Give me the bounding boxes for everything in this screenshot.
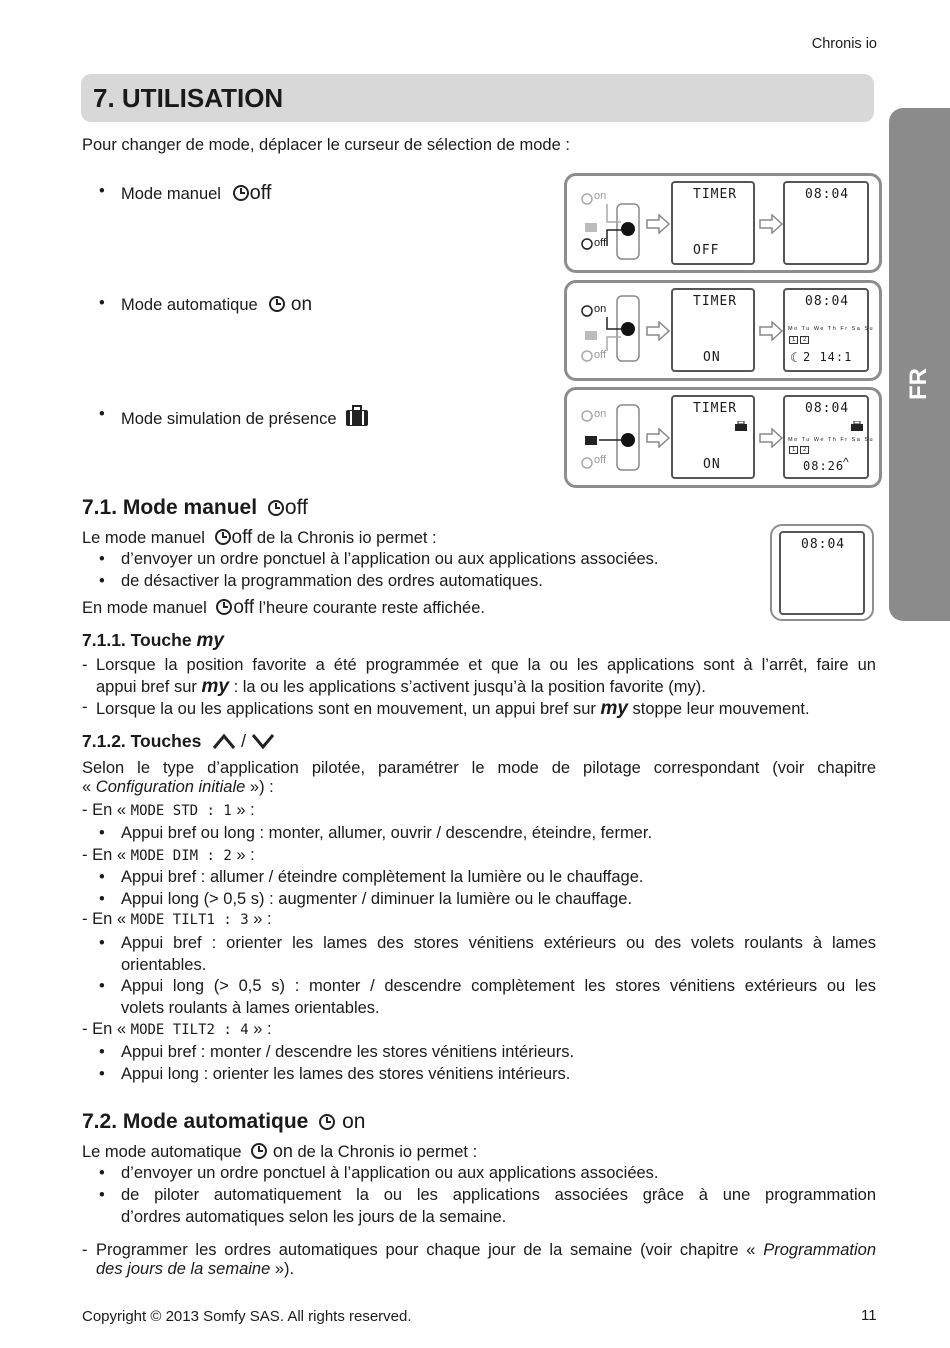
separator: / [241,731,246,751]
lcd-next-event: 2 14:1 [803,350,853,364]
mode-tilt1-item-line: volets roulants à lames orientables. [121,999,380,1017]
lcd-on-text: ON [703,457,721,472]
mode-switch-diagram [577,291,647,371]
mode-tilt2-heading: - En « MODE TILT2 : 4 » : [82,1020,272,1038]
day-label: Fr [840,437,849,443]
header-product: Chronis io [811,36,877,52]
clock-icon [268,295,286,313]
text: En « [92,846,127,864]
text: Le mode manuel [82,529,205,547]
language-tab [889,108,950,621]
heading-7-1-1-text: 7.1.1. Touche [82,630,192,650]
suitcase-icon [851,421,863,431]
s72-dash-line-2 [96,1260,294,1279]
s72-line1 [82,1141,477,1162]
arrow-right-icon [758,321,784,341]
mode-switch-diagram [577,184,647,264]
arrow-right-icon [758,428,784,448]
day-label: Sa [851,437,862,443]
text: » : [236,846,255,864]
day-label: Th [827,326,838,332]
switch-on-label: on [594,303,607,315]
heading-7-1-1 [82,630,224,652]
bullet: • [99,550,105,568]
switch-on-label: on [594,190,607,202]
bullet: • [99,890,105,908]
arrow-right-icon [645,428,671,448]
heading-7-2 [82,1110,365,1134]
mode-std-item: Appui bref ou long : monter, allumer, ouvrir / descendre, éteindre, fermer. [121,824,653,842]
heading-7-1 [82,496,308,520]
text: Le mode automatique [82,1143,242,1161]
chevron-up-icon [212,732,236,750]
text: de la Chronis io permet : [256,529,437,547]
text: Lorsque la ou les applications sont en mouvement, un appui bref sur [96,700,596,718]
my-key-glyph: my [600,698,628,719]
s712-intro-line-2 [82,778,274,797]
program-2: 2 [800,446,809,454]
clock-icon [318,1113,336,1131]
bullet: • [99,1065,105,1083]
heading-7-1-2-text: 7.1.2. Touches [82,731,202,751]
section-title-bar [81,74,874,122]
lcd-time-text: 08:04 [805,401,850,416]
program-1: 1 [789,446,798,454]
clock-icon [232,184,250,202]
day-label: Tu [801,437,811,443]
lcd-next-event: 08:26 [803,459,845,473]
chapter-ref: Programmation [763,1241,877,1259]
text: « [82,778,92,796]
text: » : [253,910,272,928]
text: »). [274,1260,295,1278]
day-label: Tu [801,326,811,332]
text: appui bref sur [96,678,197,696]
day-label: We [813,326,825,332]
arrow-right-icon [758,214,784,234]
text: : la ou les applications s’activent jusqu’à la position favorite (my). [233,678,706,696]
bullet: • [99,1043,105,1061]
lcd-screen-timer [671,395,755,479]
bullet: • [99,824,105,842]
s72-dash-line-1 [96,1241,876,1260]
mode-sim-label: Mode simulation de présence [121,410,337,428]
chevron-down-icon [251,732,275,750]
day-label: Fr [840,326,849,332]
day-label: We [813,437,825,443]
text: off [233,597,255,618]
mode-code: MODE STD : 1 [130,803,232,819]
mode-bullet-auto: • Mode automatique on [99,294,313,315]
text: En mode manuel [82,599,207,617]
mode-dim-item: Appui long (> 0,5 s) : augmenter / diminuer la lumière ou le chauffage. [121,890,633,908]
s71-bullet-2: de désactiver la programmation des ordres automatiques. [121,572,543,590]
dash: - [82,698,88,716]
day-label: Mo [788,437,799,443]
bullet: • [99,977,105,995]
dash: - [82,1241,88,1259]
s71-line2 [82,597,485,619]
heading-7-1-text: 7.1. Mode manuel [82,496,258,519]
text: En « [92,801,127,819]
text: » : [253,1020,272,1038]
s712-intro-line-1: Selon le type d’application pilotée, paramétrer le mode de pilotage correspondant (voir chapitre [82,759,876,777]
s71-line1 [82,527,437,549]
day-label: Th [827,437,838,443]
lcd-screen-clock [783,288,875,372]
clock-icon [267,499,285,517]
mode-auto-label: Mode automatique [121,296,258,314]
bullet: • [99,868,105,886]
s72-bullet-2-line-2: d’ordres automatiques selon les jours de la semaine. [121,1208,507,1226]
text: off [231,527,253,548]
text: l’heure courante reste affichée. [258,599,485,617]
mode-manual-label: Mode manuel [121,185,221,203]
mode-panel-manual [564,173,882,273]
text: stoppe leur mouvement. [632,700,810,718]
language-tab-label: FR [905,368,932,400]
s711-item-2 [96,698,810,720]
lcd-screen-clock [783,395,875,479]
dash: - [82,656,88,674]
day-label: Su [864,437,875,443]
mode-dim-heading: - En « MODE DIM : 2 » : [82,846,255,864]
bullet: • [99,934,105,952]
lcd-screen-clock [779,531,865,615]
lcd-days [788,326,874,332]
mode-bullet-manual: • Mode manuel off [99,182,272,204]
switch-off-label: off [594,454,607,466]
s711-item-1-line-2 [96,676,706,698]
manual-screen-illustration [770,524,874,621]
program-1: 1 [789,336,798,344]
bullet: • [99,1164,105,1182]
mode-tilt2-item: Appui long : orienter les lames des stores vénitiens intérieurs. [121,1065,571,1083]
mode-panel-sim [564,387,882,488]
text: En « [92,1020,127,1038]
program-2: 2 [800,336,809,344]
clock-icon [214,528,232,546]
arrow-right-icon [645,214,671,234]
bullet: • [99,572,105,590]
lcd-time-text: 08:04 [805,187,850,202]
s72-bullet-2-line-1: de piloter automatiquement la ou les applications associées grâce à une programmation [121,1186,876,1204]
text: » : [236,801,255,819]
switch-off-label: off [594,349,607,361]
day-label: Mo [788,326,799,332]
day-label: Su [864,326,875,332]
switch-off-label: off [594,237,607,249]
lcd-on-text: ON [703,350,721,365]
mode-tilt1-item-line: Appui long (> 0,5 s) : monter / descendre complètement les stores vénitiens extérieurs ou les [121,977,876,995]
chapter-ref: Configuration initiale [95,778,246,796]
lcd-timer-text: TIMER [693,401,738,416]
lcd-time-text: 08:04 [801,537,846,552]
lcd-time-text: 08:04 [805,294,850,309]
s71-bullet-1: d’envoyer un ordre ponctuel à l’application ou aux applications associées. [121,550,659,568]
chapter-ref: des jours de la semaine [96,1260,271,1278]
lcd-timer-text: TIMER [693,294,738,309]
day-label: Sa [851,326,862,332]
clock-icon [215,598,233,616]
lcd-screen-clock [783,181,869,265]
my-key-glyph: my [201,676,229,697]
mode-tilt2-item: Appui bref : monter / descendre les stores vénitiens intérieurs. [121,1043,575,1061]
s72-bullet-1: d’envoyer un ordre ponctuel à l’application ou aux applications associées. [121,1164,659,1182]
chevron-up-icon: ^ [843,455,849,469]
section-title: 7. UTILISATION [93,83,284,113]
mode-code: MODE TILT1 : 3 [130,912,249,928]
switch-on-label: on [594,408,607,420]
text: En « [92,910,127,928]
suitcase-icon [735,421,747,431]
lcd-programs [789,337,809,343]
text: Programmer les ordres automatiques pour chaque jour de la semaine (voir chapitre « [96,1241,756,1259]
my-key-glyph: my [196,630,224,651]
footer-copyright: Copyright © 2013 Somfy SAS. All rights reserved. [82,1308,412,1325]
lcd-screen-timer [671,288,755,372]
mode-bullet-sim: • Mode simulation de présence [99,405,105,424]
arrow-right-icon [645,321,671,341]
moon-icon: ☾ [790,350,802,365]
page-number: 11 [861,1307,877,1324]
lcd-screen-timer [671,181,755,265]
mode-panel-auto [564,280,882,381]
mode-switch-diagram [577,398,647,478]
mode-auto-suffix: on [290,294,313,315]
text: ») : [249,778,274,796]
lcd-programs [789,447,809,453]
lcd-days [788,437,874,443]
mode-dim-item: Appui bref : allumer / éteindre complètement la lumière ou le chauffage. [121,868,644,886]
lcd-timer-text: TIMER [693,187,738,202]
mode-tilt1-item-line: Appui bref : orienter les lames des stores vénitiens extérieurs ou des volets roulants à lames [121,934,876,952]
clock-icon [250,1142,268,1160]
heading-7-2-text: 7.2. Mode automatique [82,1110,309,1133]
bullet: • [99,1186,105,1204]
mode-tilt1-heading: - En « MODE TILT1 : 3 » : [82,910,272,928]
mode-code: MODE DIM : 2 [130,848,232,864]
heading-7-1-suffix: off [284,496,308,519]
text: de la Chronis io permet : [297,1143,478,1161]
mode-tilt1-item-line: orientables. [121,956,207,974]
suitcase-icon [345,405,369,427]
lcd-off-text: OFF [693,243,720,258]
heading-7-2-suffix: on [342,1110,366,1133]
mode-manual-suffix: off [249,182,272,204]
mode-code: MODE TILT2 : 4 [130,1022,249,1038]
s711-item-1-line-1: Lorsque la position favorite a été programmée et que la ou les applications sont à l’arrêt, faire un [96,656,876,674]
heading-7-1-2 [82,731,275,752]
mode-std-heading: - En « MODE STD : 1 » : [82,801,255,819]
text: on [272,1141,293,1161]
intro-text: Pour changer de mode, déplacer le curseur de sélection de mode : [82,136,570,154]
